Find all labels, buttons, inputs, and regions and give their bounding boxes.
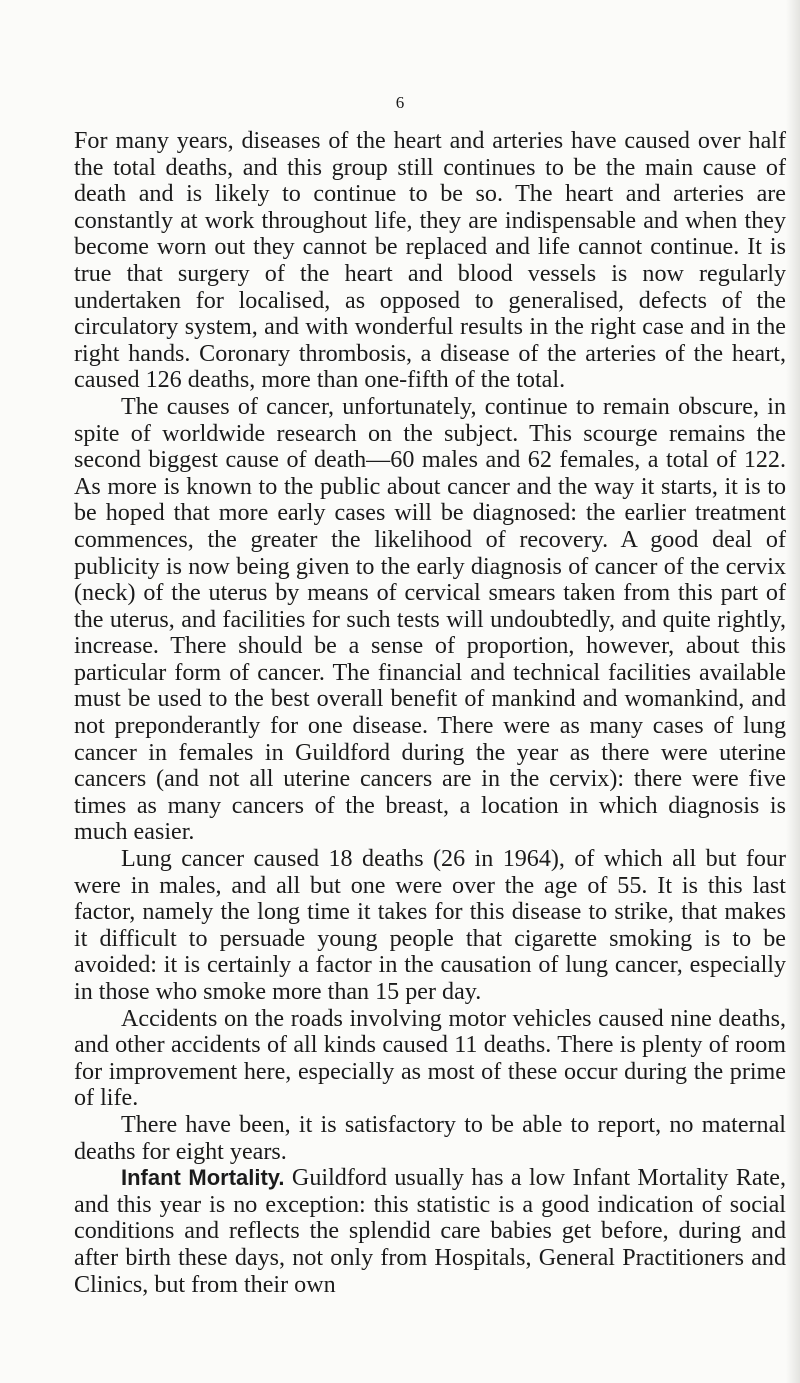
paragraph-maternal-deaths: There have been, it is satisfactory to be able to report, no maternal deaths for eight years. — [74, 1111, 786, 1165]
infant-mortality-body: Guildford usually has a low Infant Mortality Rate, and this year is no exception: this statistic is a good indication of social conditions and reflects the splendid care babies get before, during and after birth these days, not only from Hospitals, General Practitioners and Clinics, but from their own — [74, 1165, 786, 1298]
infant-mortality-heading: Infant Mortality. — [121, 1165, 285, 1191]
body-text — [74, 128, 786, 1298]
paragraph-lung-cancer: Lung cancer caused 18 deaths (26 in 1964), of which all but four were in males, and all but one were over the age of 55. It is this last factor, namely the long time it takes for this disease to strike, that makes it difficult to persuade young people that cigarette smoking is to be avoided: it is certainly a factor in the causation of lung cancer, especially in those who smoke more than 15 per day. — [74, 846, 786, 1005]
page-edge-shadow — [786, 0, 800, 1383]
page-number: 6 — [395, 93, 405, 112]
paragraph-cancer: The causes of cancer, unfortunately, continue to remain obscure, in spite of worldwide research on the subject. This scourge remains the second biggest cause of death—60 males and 62 females, a total of 122. As more is known to the public about cancer and the way it starts, it is to be hoped that more early cases will be diagnosed: the earlier treatment commences, the greater the likelihood of recovery. A good deal of publicity is now being given to the early diagnosis of cancer of the cervix (neck) of the uterus by means of cervical smears taken from this part of the uterus, and facilities for such tests will undoubtedly, and quite rightly, increase. There should be a sense of proportion, however, about this particular form of cancer. The financial and technical facilities available must be used to the best overall benefit of mankind and womankind, and not preponderantly for one disease. There were as many cases of lung cancer in females in Guildford during the year as there were uterine cancers (and not all uterine cancers are in the cervix): there were five times as many cancers of the breast, a location in which diagnosis is much easier. — [74, 393, 786, 846]
paragraph-infant-mortality — [74, 1165, 786, 1298]
paragraph-heart-disease: For many years, diseases of the heart and arteries have caused over half the total deaths, and this group still continues to be the main cause of death and is likely to continue to be so. The heart and arteries are constantly at work throughout life, they are indispensable and when they become worn out they cannot be replaced and life cannot continue. It is true that surgery of the heart and blood vessels is now regularly undertaken for localised, as opposed to generalised, defects of the circulatory system, and with wonderful results in the right case and in the right hands. Coronary thrombosis, a disease of the arteries of the heart, caused 126 deaths, more than one-fifth of the total. — [74, 128, 786, 394]
paragraph-accidents: Accidents on the roads involving motor vehicles caused nine deaths, and other accidents of all kinds caused 11 deaths. There is plenty of room for improvement here, especially as most of these occur during the prime of life. — [74, 1005, 786, 1112]
